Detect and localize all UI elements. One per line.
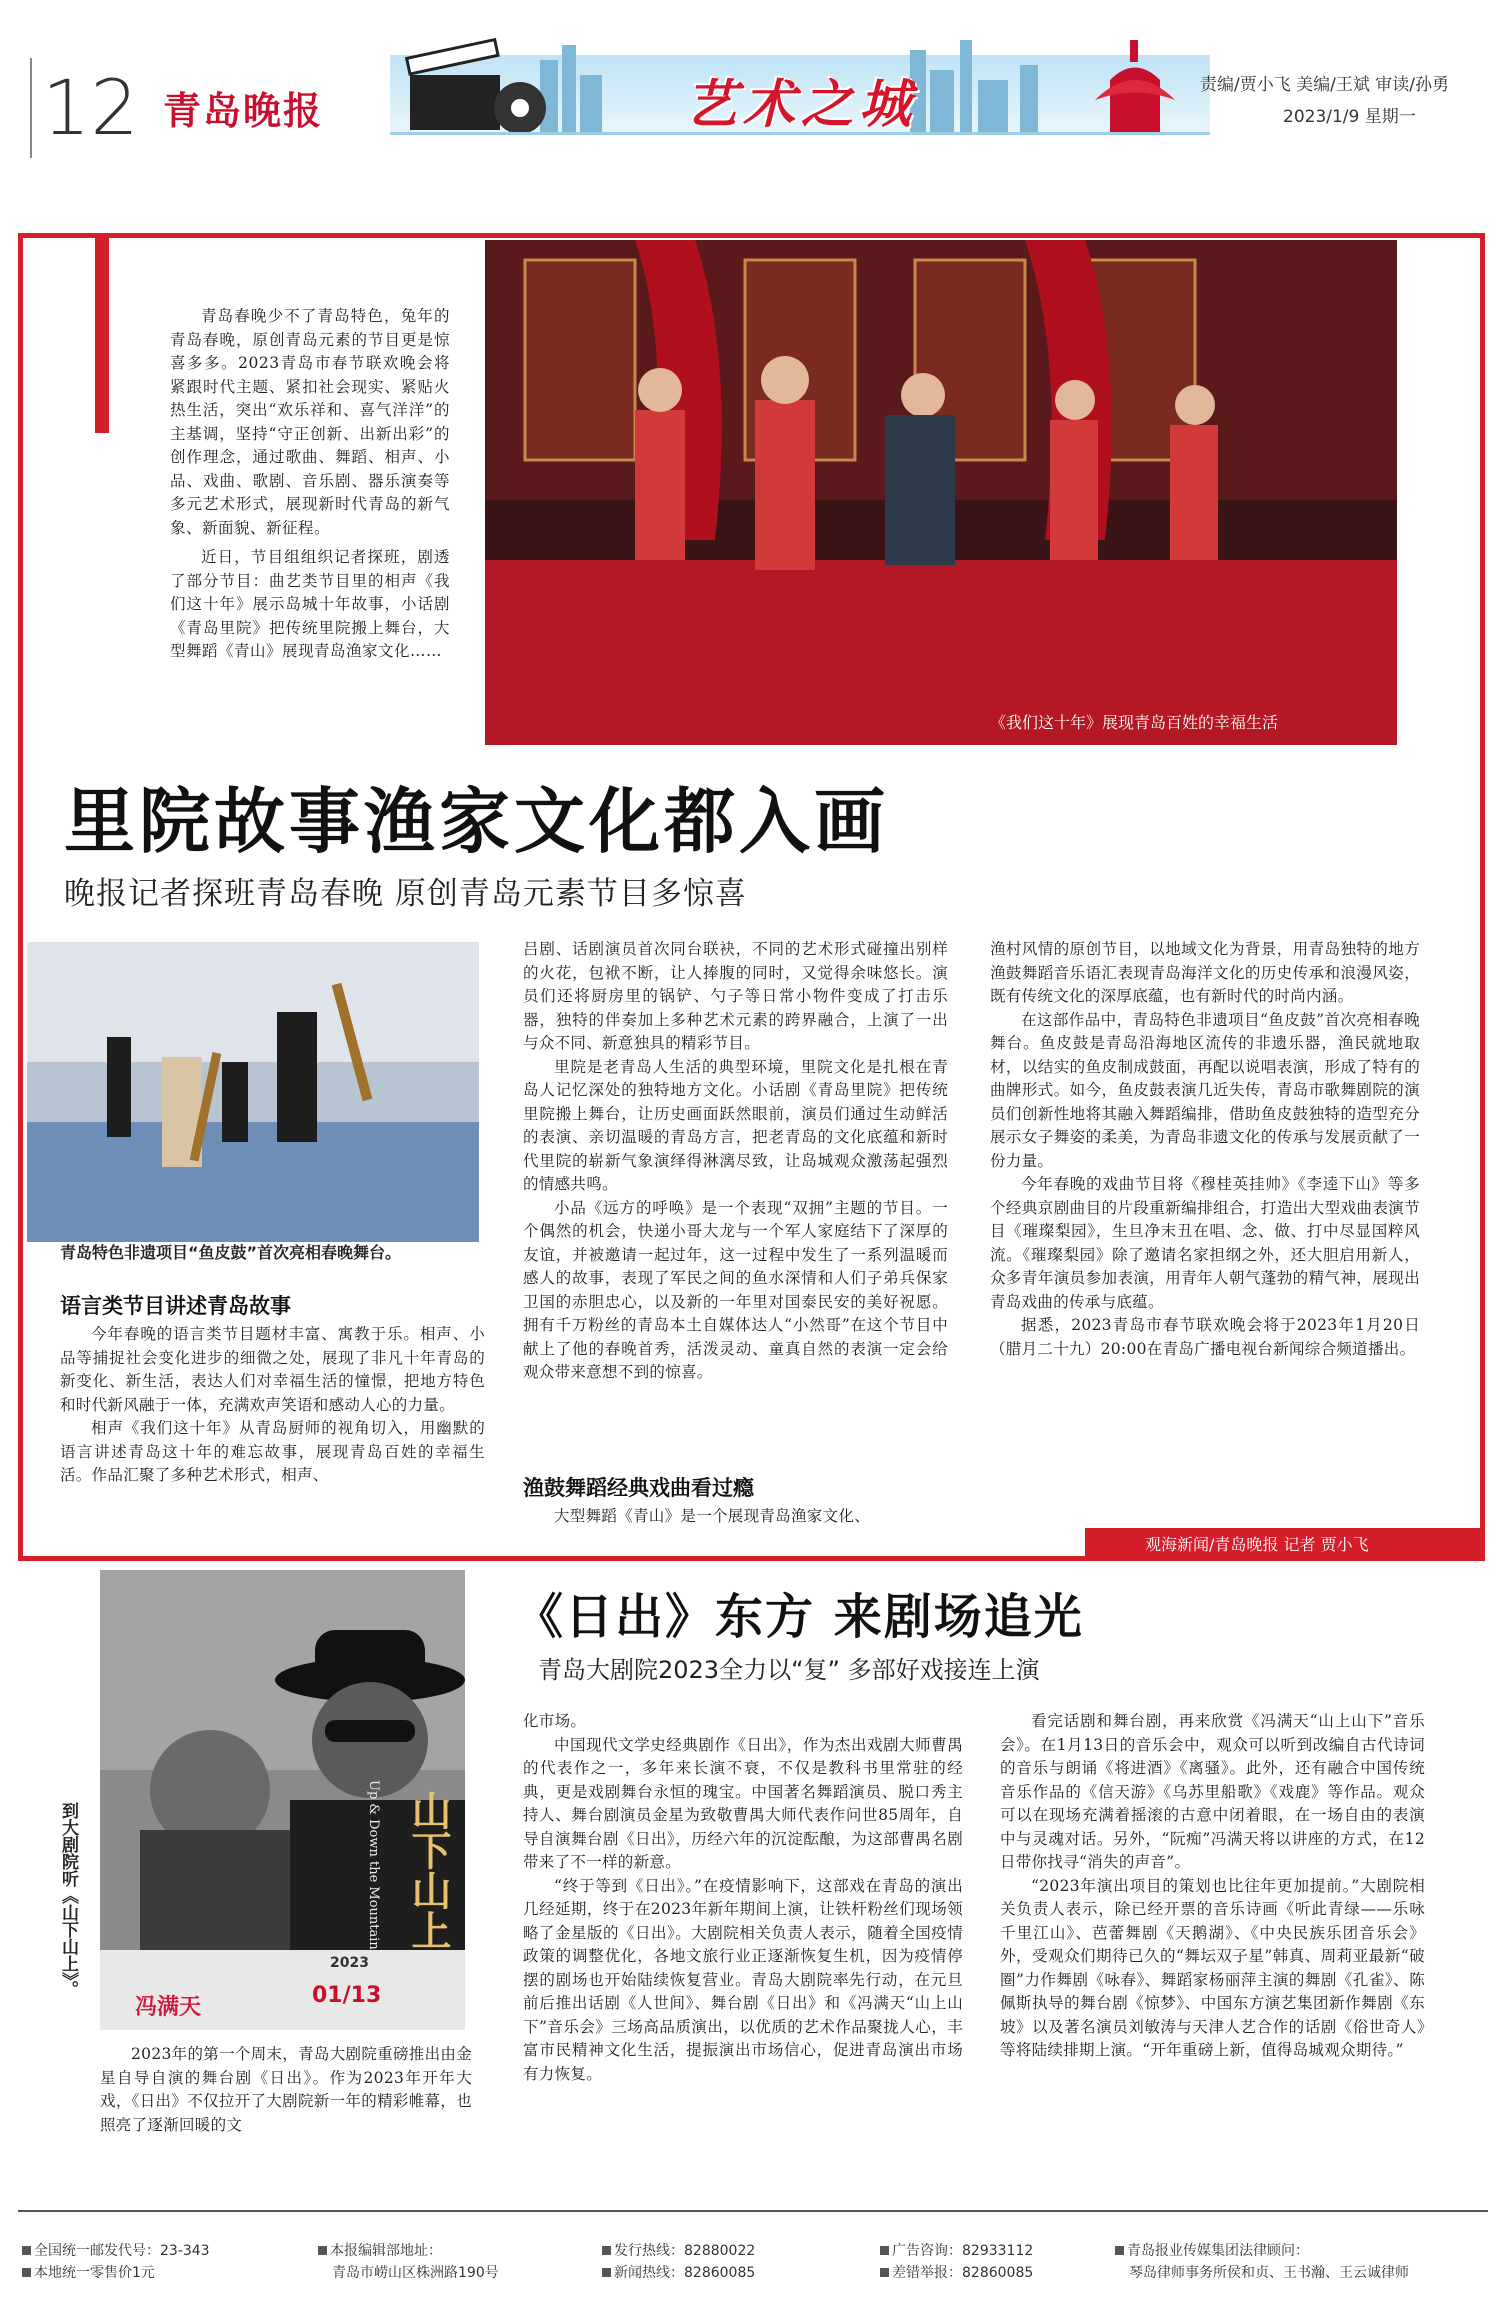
paragraph: 化市场。 <box>523 1712 587 1730</box>
section-heading-language: 语言类节目讲述青岛故事 <box>60 1294 291 1318</box>
accent-bar <box>95 233 109 433</box>
footer-text: 全国统一邮发代号：23-343 <box>34 2243 210 2259</box>
story1-column-1 <box>60 1323 485 1488</box>
poster-caption: 到大剧院听《山下山上》。 <box>58 1802 78 1998</box>
footer-address <box>318 2240 499 2284</box>
paragraph: 吕剧、话剧演员首次同台联袂，不同的艺术形式碰撞出别样的火花，包袱不断，让人捧腹的同时，又觉得余味悠长。演员们还将厨房里的锅铲、勺子等日常小物件变成了打击乐器，独特的伴奏加上多种艺术元素的跨界融合，上演了一出与众不同、新意独具的精彩节目。 <box>523 940 948 1052</box>
story1-column-2-tail <box>523 1505 948 1529</box>
footer-legal <box>1115 2240 1409 2284</box>
paragraph: 据悉，2023青岛市春节联欢晚会将于2023年1月20日（腊月二十九）20:00在青岛广播电视台新闻综合频道播出。 <box>990 1316 1420 1358</box>
story-intro <box>170 305 450 670</box>
story2-column-2 <box>523 1710 963 2086</box>
footer-text: 广告咨询：82933112 <box>892 2243 1034 2259</box>
byline: 观海新闻/青岛晚报 记者 贾小飞 <box>1145 1535 1369 1554</box>
stage-photo <box>485 240 1397 745</box>
rehearsal-photo <box>27 942 479 1242</box>
footer-text: 琴岛律师事务所侯和贞、王书瀚、王云诚律师 <box>1129 2265 1409 2281</box>
paper-name: 青岛晚报 <box>163 88 324 133</box>
poster-year: 2023 <box>330 1955 369 1971</box>
stage-photo-caption: 《我们这十年》展现青岛百姓的幸福生活 <box>990 713 1279 732</box>
poster-english-title: Up & Down the Mountain <box>366 1780 381 1950</box>
page-number: 12 <box>30 58 150 158</box>
story-subhead: 晚报记者探班青岛春晚 原创青岛元素节目多惊喜 <box>64 876 747 912</box>
issue-date: 2023/1/9 星期一 <box>1283 107 1416 127</box>
footer-ads <box>880 2240 1033 2284</box>
paragraph: 大型舞蹈《青山》是一个展现青岛渔家文化、 <box>554 1507 871 1525</box>
story2-subhead: 青岛大剧院2023全力以“复” 多部好戏接连上演 <box>538 1656 1040 1684</box>
paragraph: 里院是老青岛人生活的典型环境，里院文化是扎根在青岛人记忆深处的独特地方文化。小话剧《青岛里院》把传统里院搬上舞台，让历史画面跃然眼前，演员们通过生动鲜活的表演、亲切温暖的青岛方言，把老青岛的文化底蕴和新时代里院的崭新气象演绎得淋漓尽致，让岛城观众激荡起强烈的情感共鸣。 <box>523 1057 948 1193</box>
footer-hotlines <box>602 2240 755 2284</box>
paragraph: “终于等到《日出》。”在疫情影响下，这部戏在青岛的演出几经延期，终于在2023年新年期间上演，让铁杆粉丝们现场领略了金星版的《日出》。大剧院相关负责人表示，随着全国疫情政策的调整优化，各地文旅行业正逐渐恢复生机，因为疫情停摆的剧场也开始陆续恢复营业。青岛大剧院率先行动，在元旦前后推出话剧《人世间》、舞台剧《日出》和《冯满天“山上山下”音乐会》三场高品质演出，以优质的艺术作品聚拢人心，丰富市民精神文化生活，提振演出市场信心，促进青岛演出市场有力恢复。 <box>523 1876 963 2083</box>
section-title: 艺术之城 <box>685 74 918 135</box>
paragraph: 相声《我们这十年》从青岛厨师的视角切入，用幽默的语言讲述青岛这十年的难忘故事，展现青岛百姓的幸福生活。作品汇聚了多种艺术形式，相声、 <box>60 1419 485 1484</box>
intro-paragraph: 青岛春晚少不了青岛特色，兔年的青岛春晚，原创青岛元素的节目更是惊喜多多。2023青岛市春节联欢晚会将紧跟时代主题、紧扣社会现实、紧贴火热生活，突出“欢乐祥和、喜气洋洋”的主基调，坚持“守正创新、出新出彩”的创作理念，通过歌曲、舞蹈、相声、小品、戏曲、歌剧、音乐剧、器乐演奏等多元艺术形式，展现新时代青岛的新气象、新面貌、新征程。 <box>170 307 450 537</box>
footer-text: 青岛市崂山区株洲路190号 <box>332 2265 499 2281</box>
paragraph: 2023年的第一个周末，青岛大剧院重磅推出由金星自导自演的舞台剧《日出》。作为2023年开年大戏，《日出》不仅拉开了大剧院新一年的精彩帷幕，也照亮了逐渐回暖的文 <box>100 2045 472 2134</box>
paragraph: “2023年演出项目的策划也比往年更加提前。”大剧院相关负责人表示，除已经开票的音乐诗画《听此青绿——乐咏千里江山》、芭蕾舞剧《天鹅湖》、《中央民族乐团音乐会》外，受观众们期待已久的“舞坛双子星”韩真、周莉亚最新“破圈”力作舞剧《咏春》、舞蹈家杨丽萍主演的舞剧《孔雀》、陈佩斯执导的舞台剧《惊梦》、中国东方演艺集团新作舞剧《东坡》以及著名演员刘敏涛与天津人艺合作的话剧《俗世奇人》等将陆续排期上演。“开年重磅上新，值得岛城观众期待。” <box>1000 1876 1425 2059</box>
poster-title: 山下山上 <box>405 1790 452 1950</box>
poster-artist: 冯满天 <box>135 1994 202 2020</box>
footer-postal <box>22 2240 210 2284</box>
paragraph: 今年春晚的戏曲节目将《穆桂英挂帅》《李逵下山》等多个经典京剧曲目的片段重新编排组合，打造出大型戏曲表演节目《璀璨梨园》，生旦净末丑在唱、念、做、打中尽显国粹风流。《璀璨梨园》除了邀请名家担纲之外，还大胆启用新人，众多青年演员参加表演，用青年人朝气蓬勃的精气神，展现出青岛戏曲的传承与底蕴。 <box>990 1175 1420 1311</box>
footer-text: 差错举报：82860085 <box>892 2265 1034 2281</box>
footer-text: 本报编辑部地址： <box>330 2243 442 2259</box>
paragraph: 看完话剧和舞台剧，再来欣赏《冯满天“山上山下”音乐会》。在1月13日的音乐会中，观众可以听到改编自古代诗词的音乐与朗诵《将进酒》《离骚》。此外，还有融合中国传统音乐作品的《信天游》《乌苏里船歌》《戏鹿》等作品。观众可以在现场充满着摇滚的古意中闭着眼，在一场自由的表演中与灵魂对话。另外，“阮痴”冯满天将以讲座的方式，在12日带你找寻“消失的声音”。 <box>1000 1712 1425 1871</box>
paragraph: 在这部作品中，青岛特色非遗项目“鱼皮鼓”首次亮相春晚舞台。鱼皮鼓是青岛沿海地区流传的非遗乐器，渔民就地取材，以结实的鱼皮制成鼓面，再配以说唱表演，形成了特有的曲牌形式。如今，鱼皮鼓表演几近失传，青岛市歌舞剧院的演员们创新性地将其融入舞蹈编排，借助鱼皮鼓独特的造型充分展示女子舞姿的柔美，为青岛非遗文化的传承与发展贡献了一份力量。 <box>990 1010 1420 1170</box>
story1-column-3 <box>990 938 1420 1361</box>
story-headline: 里院故事渔家文化都入画 <box>64 780 890 863</box>
intro-paragraph: 近日，节目组组织记者探班，剧透了部分节目：曲艺类节目里的相声《我们这十年》展示岛城十年故事，小话剧《青岛里院》把传统里院搬上舞台，大型舞蹈《青山》展现青岛渔家文化…… <box>170 548 450 660</box>
poster-date: 01/13 <box>312 1983 382 2008</box>
paragraph: 渔村风情的原创节目，以地域文化为背景，用青岛独特的地方渔鼓舞蹈音乐语汇表现青岛海洋文化的历史传承和浪漫风姿，既有传统文化的深厚底蕴，也有新时代的时尚内涵。 <box>990 940 1420 1005</box>
film-clapper-icon <box>407 40 546 134</box>
story2-column-3 <box>1000 1710 1425 2063</box>
footer-text: 新闻热线：82860085 <box>614 2265 756 2281</box>
paragraph: 今年春晚的语言类节目题材丰富、寓教于乐。相声、小品等捕捉社会变化进步的细微之处，展现了非凡十年青岛的新变化、新生活，表达人们对幸福生活的憧憬，把地方特色和时代新风融于一体，充满欢声笑语和感动人心的力量。 <box>60 1325 485 1414</box>
paragraph: 中国现代文学史经典剧作《日出》，作为杰出戏剧大师曹禺的代表作之一，多年来长演不衰，不仅是教科书里常驻的经典，更是戏剧舞台永恒的瑰宝。中国著名舞蹈演员、脱口秀主持人、舞台剧演员金星为致敬曹禺大师代表作问世85周年，自导自演舞台剧《日出》，历经六年的沉淀酝酿，为这部曹禺名剧带来了不一样的新意。 <box>523 1735 963 1871</box>
footer-text: 本地统一零售价1元 <box>34 2265 155 2281</box>
footer-rule <box>18 2210 1488 2212</box>
editors-line: 责编/贾小飞 美编/王斌 审读/孙勇 <box>1200 75 1449 95</box>
footer-text: 青岛报业传媒集团法律顾问： <box>1127 2243 1309 2259</box>
paragraph: 小品《远方的呼唤》是一个表现“双拥”主题的节目。一个偶然的机会，快递小哥大龙与一个军人家庭结下了深厚的友谊，并被邀请一起过年，这一过程中发生了一系列温暖而感人的故事，表现了军民之间的鱼水深情和人们子弟兵保家卫国的赤胆忠心，以及新的一年里对国泰民安的美好祝愿。拥有千万粉丝的青岛本土自媒体达人“小然哥”在这个节目中献上了他的春晚首秀，活泼灵动、童真自然的表演一定会给观众带来意想不到的惊喜。 <box>523 1198 948 1381</box>
footer-text: 发行热线：82880022 <box>614 2243 756 2259</box>
section-heading-dance: 渔鼓舞蹈经典戏曲看过瘾 <box>523 1476 754 1500</box>
rehearsal-photo-caption: 青岛特色非遗项目“鱼皮鼓”首次亮相春晚舞台。 <box>60 1243 402 1262</box>
story2-headline: 《日出》东方 来剧场追光 <box>515 1589 1084 1645</box>
story2-column-1 <box>100 2043 472 2137</box>
masthead <box>0 0 1500 165</box>
story1-column-2 <box>523 938 948 1385</box>
